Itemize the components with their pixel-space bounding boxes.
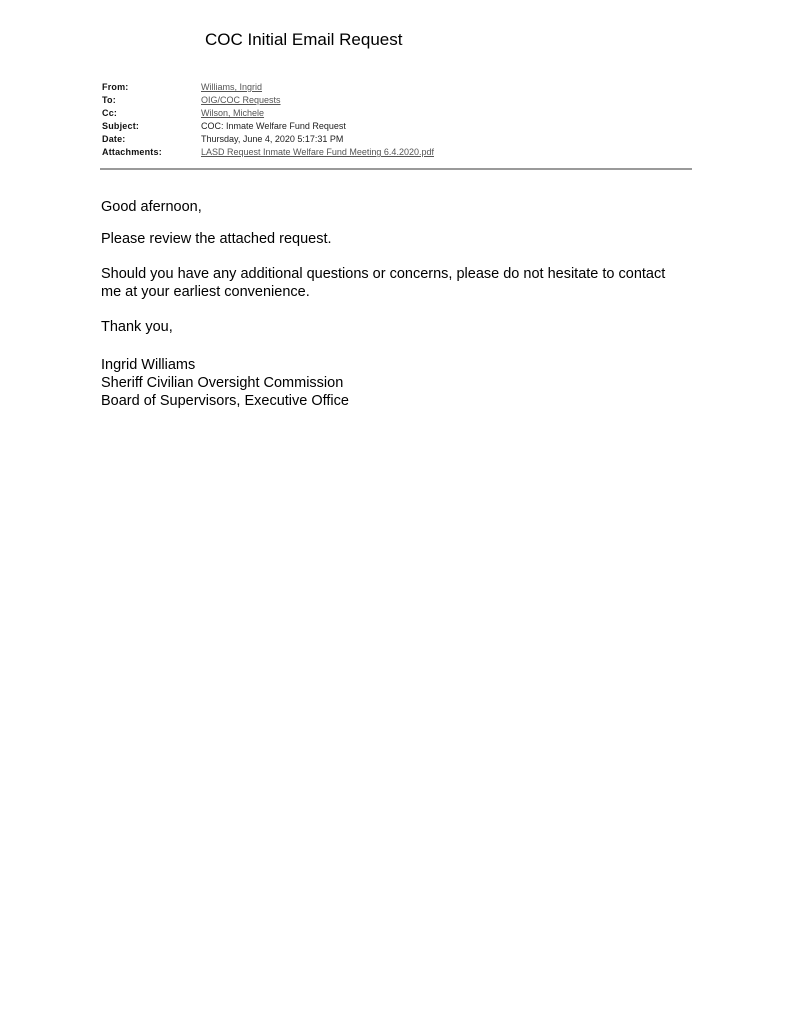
date-value: Thursday, June 4, 2020 5:17:31 PM — [201, 134, 344, 144]
attachments-row — [102, 146, 692, 159]
greeting: Good afernoon, — [101, 199, 202, 215]
date-row — [102, 133, 692, 146]
page-title: COC Initial Email Request — [205, 30, 403, 49]
attachment-link[interactable]: LASD Request Inmate Welfare Fund Meeting 6.4.2020.pdf — [201, 147, 434, 157]
closing: Thank you, — [101, 319, 173, 335]
to-label: To: — [102, 95, 116, 105]
subject-value: COC: Inmate Welfare Fund Request — [201, 121, 346, 131]
signature-office: Board of Supervisors, Executive Office — [101, 393, 349, 409]
from-label: From: — [102, 82, 129, 92]
cc-row — [102, 107, 692, 120]
request-line: Please review the attached request. — [101, 231, 332, 247]
subject-row — [102, 120, 692, 133]
date-label: Date: — [102, 134, 126, 144]
to-link[interactable]: OIG/COC Requests — [201, 95, 281, 105]
header-divider — [100, 168, 692, 170]
from-row — [102, 81, 692, 94]
email-header — [102, 81, 692, 159]
questions-line-2: me at your earliest convenience. — [101, 284, 310, 300]
cc-label: Cc: — [102, 108, 118, 118]
from-link[interactable]: Williams, Ingrid — [201, 82, 263, 92]
questions-line-1: Should you have any additional questions or concerns, please do not hesitate to contact — [101, 266, 666, 282]
cc-link[interactable]: Wilson, Michele — [201, 108, 265, 118]
to-row — [102, 94, 692, 107]
attachments-label: Attachments: — [102, 147, 162, 157]
subject-label: Subject: — [102, 121, 140, 131]
signature-name: Ingrid Williams — [101, 357, 196, 373]
signature-org: Sheriff Civilian Oversight Commission — [101, 375, 344, 391]
email-body — [101, 198, 691, 410]
